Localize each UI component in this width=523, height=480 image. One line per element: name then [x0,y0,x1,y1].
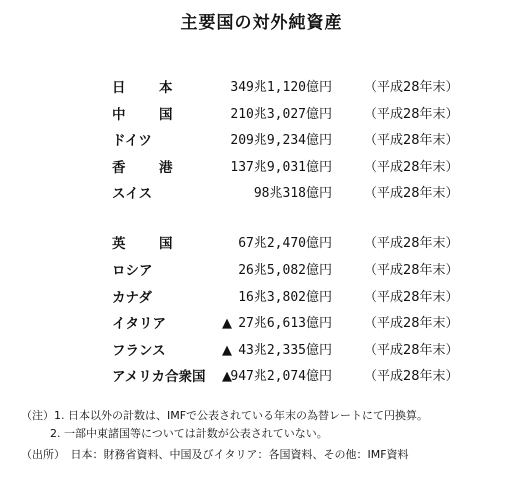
table-row [0,157,523,179]
net-assets-amount: 137兆9,031億円 [230,160,332,175]
country-name: スイス [112,186,153,202]
period-label: （平成28年末） [364,316,459,331]
country-name: アメリカ合衆国 [112,369,206,385]
country-name: 中 国 [112,107,183,123]
country-name: カナダ [112,290,152,306]
net-assets-amount: 210兆3,027億円 [230,107,332,122]
table-row [0,183,523,205]
country-name: イタリア [112,316,166,332]
net-assets-amount: 16兆3,802億円 [238,290,332,305]
net-assets-amount: 209兆9,234億円 [230,133,332,148]
period-label: （平成28年末） [364,369,459,384]
country-name: フランス [112,343,166,359]
country-name: 日 本 [112,80,183,96]
country-name: ドイツ [112,133,152,149]
country-name: ロシア [112,263,153,279]
period-label: （平成28年末） [364,263,459,278]
negative-marker: ▲ [222,316,232,331]
footnote-1: （注）1. 日本以外の計数は、IMFで公表されている年末の為替レートにて円換算。 [21,409,429,422]
table-row [0,130,523,152]
net-assets-amount: 349兆1,120億円 [230,80,332,95]
source-note: （出所） 日本：財務省資料、中国及びイタリア：各国資料、その他：IMF資料 [21,448,409,461]
period-label: （平成28年末） [364,160,459,175]
country-name: 香 港 [112,160,183,176]
table-row [0,233,523,255]
page-title: 主要国の対外純資産 [180,13,343,33]
table-row [0,340,523,362]
period-label: （平成28年末） [364,107,459,122]
net-assets-amount: 27兆6,613億円 [238,316,332,331]
period-label: （平成28年末） [364,343,459,358]
period-label: （平成28年末） [364,290,459,305]
period-label: （平成28年末） [364,186,459,201]
net-assets-amount: 98兆318億円 [253,186,332,201]
period-label: （平成28年末） [364,80,459,95]
period-label: （平成28年末） [364,133,459,148]
table-row [0,287,523,309]
net-assets-amount: 947兆2,074億円 [230,369,332,384]
period-label: （平成28年末） [364,236,459,251]
table-row [0,260,523,282]
table-row [0,77,523,99]
footnote-2: 2. 一部中東諸国等については計数が公表されていない。 [50,427,328,440]
table-row [0,104,523,126]
table-row [0,313,523,335]
net-assets-amount: 26兆5,082億円 [238,263,332,278]
net-assets-amount: 67兆2,470億円 [238,236,332,251]
table-row [0,366,523,388]
net-assets-amount: 43兆2,335億円 [238,343,332,358]
negative-marker: ▲ [222,343,232,358]
negative-marker: ▲ [222,369,232,384]
country-name: 英 国 [112,236,183,252]
